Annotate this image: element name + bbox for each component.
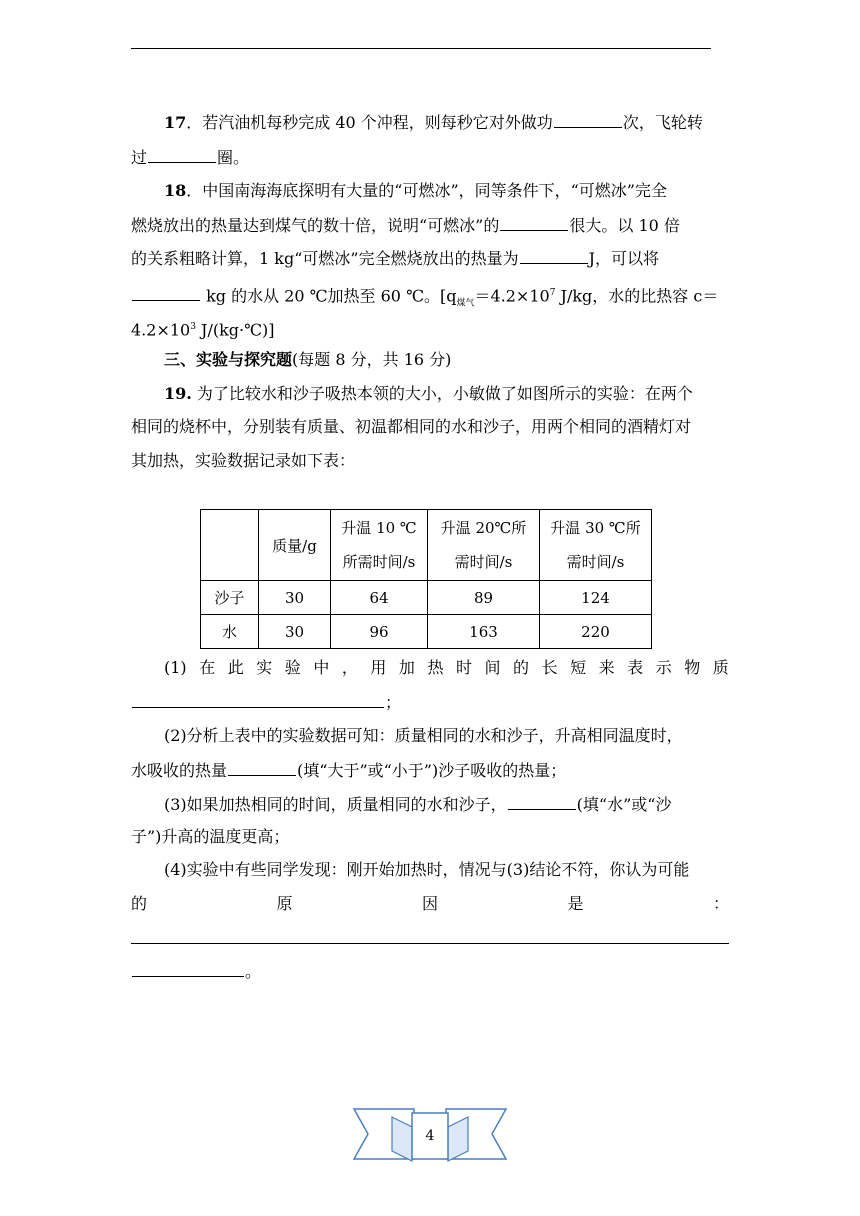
q17-text-after: 次，飞轮转 bbox=[622, 113, 703, 132]
q19-number: 19. bbox=[164, 384, 192, 403]
answer-blank[interactable] bbox=[148, 147, 216, 163]
q18-text-2b: 很大。以 10 倍 bbox=[569, 216, 680, 235]
q18-exponent-2: 3 bbox=[190, 322, 196, 332]
q19-text-3: 其加热，实验数据记录如下表： bbox=[131, 451, 356, 470]
table-header-cell: 质量/g bbox=[259, 510, 331, 581]
q18-number: 18 bbox=[164, 181, 187, 200]
q18-text-3a: 的关系粗略计算，1 kg“可燃冰”完全燃烧放出的热量为 bbox=[131, 249, 519, 268]
q19-line-3 bbox=[131, 451, 355, 471]
q19-text-1: 为了比较水和沙子吸热本领的大小，小敏做了如图所示的实验：在两个 bbox=[191, 384, 693, 403]
answer-blank[interactable] bbox=[132, 285, 200, 301]
q18-line-2 bbox=[131, 215, 680, 236]
table-cell: 30 bbox=[259, 615, 331, 649]
q18-line-5 bbox=[131, 317, 275, 340]
q19-part1-end: ； bbox=[385, 693, 402, 712]
q19-part4-end: 。 bbox=[245, 962, 262, 981]
q19-text-2: 相同的烧杯中，分别装有质量、初温都相同的水和沙子，用两个相同的酒精灯对 bbox=[131, 417, 692, 436]
table-cell: 30 bbox=[259, 581, 331, 615]
answer-line[interactable] bbox=[131, 943, 729, 944]
q18-text-5b: J/(kg·℃)] bbox=[195, 320, 275, 340]
section-3-heading bbox=[164, 350, 451, 370]
section-note: (每题 8 分，共 16 分) bbox=[292, 350, 452, 369]
table-cell: 沙子 bbox=[201, 581, 259, 615]
q19-part2-line-2 bbox=[131, 760, 566, 781]
q17-line-1 bbox=[164, 112, 703, 133]
table-header-cell: 升温 30 ℃所 需时间/s bbox=[540, 510, 652, 581]
q17-line-2 bbox=[131, 147, 249, 168]
q18-text-4a: kg 的水从 20 ℃加热至 60 ℃。[q bbox=[201, 286, 457, 306]
header-rule bbox=[131, 48, 711, 49]
q18-text-2a: 燃烧放出的热量达到煤气的数十倍，说明“可燃冰”的 bbox=[131, 216, 500, 235]
q18-line-4 bbox=[131, 283, 718, 314]
experiment-data-table bbox=[200, 509, 652, 649]
answer-blank[interactable] bbox=[508, 794, 576, 810]
q19-part3-line-2 bbox=[131, 827, 289, 847]
table-header-cell bbox=[201, 510, 259, 581]
q17-number: 17 bbox=[164, 113, 187, 132]
q18-line-1 bbox=[164, 181, 667, 201]
q19-part2-line-1 bbox=[164, 726, 683, 746]
table-cell: 220 bbox=[540, 615, 652, 649]
table-header-cell: 升温 20℃所 需时间/s bbox=[428, 510, 540, 581]
q18-text-5a: 4.2×10 bbox=[131, 320, 191, 340]
table-row bbox=[201, 581, 652, 615]
q19-part1-line-1: (1) 在 此 实 验 中 ， 用 加 热 时 间 的 长 短 来 表 示 物 质 bbox=[164, 658, 729, 677]
q17-text-2b: 圈。 bbox=[217, 148, 250, 167]
q19-part4-line-1 bbox=[164, 860, 689, 880]
q18-subscript: 煤气 bbox=[456, 298, 475, 309]
q19-part2-text-2a: 水吸收的热量 bbox=[131, 761, 228, 780]
q18-exponent-1: 7 bbox=[549, 288, 556, 298]
q18-line-3 bbox=[131, 248, 659, 269]
table-row bbox=[201, 615, 652, 649]
table-cell: 64 bbox=[331, 581, 428, 615]
table-header-cell: 升温 10 ℃ 所需时间/s bbox=[331, 510, 428, 581]
table-cell: 89 bbox=[428, 581, 540, 615]
q19-part4-text-1: (4)实验中有些同学发现：刚开始加热时，情况与(3)结论不符，你认为可能 bbox=[164, 860, 690, 879]
answer-blank[interactable] bbox=[554, 112, 622, 128]
table-cell: 96 bbox=[331, 615, 428, 649]
answer-blank[interactable] bbox=[228, 760, 296, 776]
answer-blank[interactable] bbox=[132, 961, 244, 977]
q19-line-2 bbox=[131, 417, 691, 437]
q18-text-4c: J/kg，水的比热容 c＝ bbox=[555, 286, 719, 306]
q18-text-3b: J，可以将 bbox=[588, 249, 659, 268]
q19-part3-text-1a: (3)如果加热相同的时间，质量相同的水和沙子， bbox=[164, 795, 507, 814]
answer-blank[interactable] bbox=[520, 248, 588, 264]
q17-text: ．若汽油机每秒完成 40 个冲程，则每秒它对外做功 bbox=[186, 113, 553, 132]
page-number: 4 bbox=[425, 1128, 435, 1144]
answer-blank[interactable] bbox=[132, 692, 384, 708]
q19-part3-text-2: 子”)升高的温度更高； bbox=[131, 827, 290, 846]
q19-part4-line-4 bbox=[131, 961, 261, 982]
q18-text-4b: ＝4.2×10 bbox=[474, 286, 550, 306]
answer-blank[interactable] bbox=[500, 215, 568, 231]
table-cell: 163 bbox=[428, 615, 540, 649]
q19-part1-line-2 bbox=[131, 692, 401, 713]
q19-part3-text-1b: (填“水”或“沙 bbox=[576, 795, 672, 814]
q19-line-1 bbox=[164, 384, 693, 404]
section-title: 三、实验与探究题 bbox=[164, 350, 293, 369]
q17-text-2a: 过 bbox=[131, 148, 148, 167]
q19-part2-text-1: (2)分析上表中的实验数据可知：质量相同的水和沙子，升高相同温度时， bbox=[164, 726, 683, 745]
q18-text-1: ．中国南海海底探明有大量的“可燃冰”，同等条件下，“可燃冰”完全 bbox=[186, 181, 667, 200]
q19-part3-line-1 bbox=[164, 794, 671, 815]
q19-part2-text-2b: (填“大于”或“小于”)沙子吸收的热量； bbox=[297, 761, 567, 780]
q19-part4-line-2: 的 原 因 是 ： bbox=[131, 894, 729, 913]
table-header-row bbox=[201, 510, 652, 581]
table-cell: 124 bbox=[540, 581, 652, 615]
table-cell: 水 bbox=[201, 615, 259, 649]
